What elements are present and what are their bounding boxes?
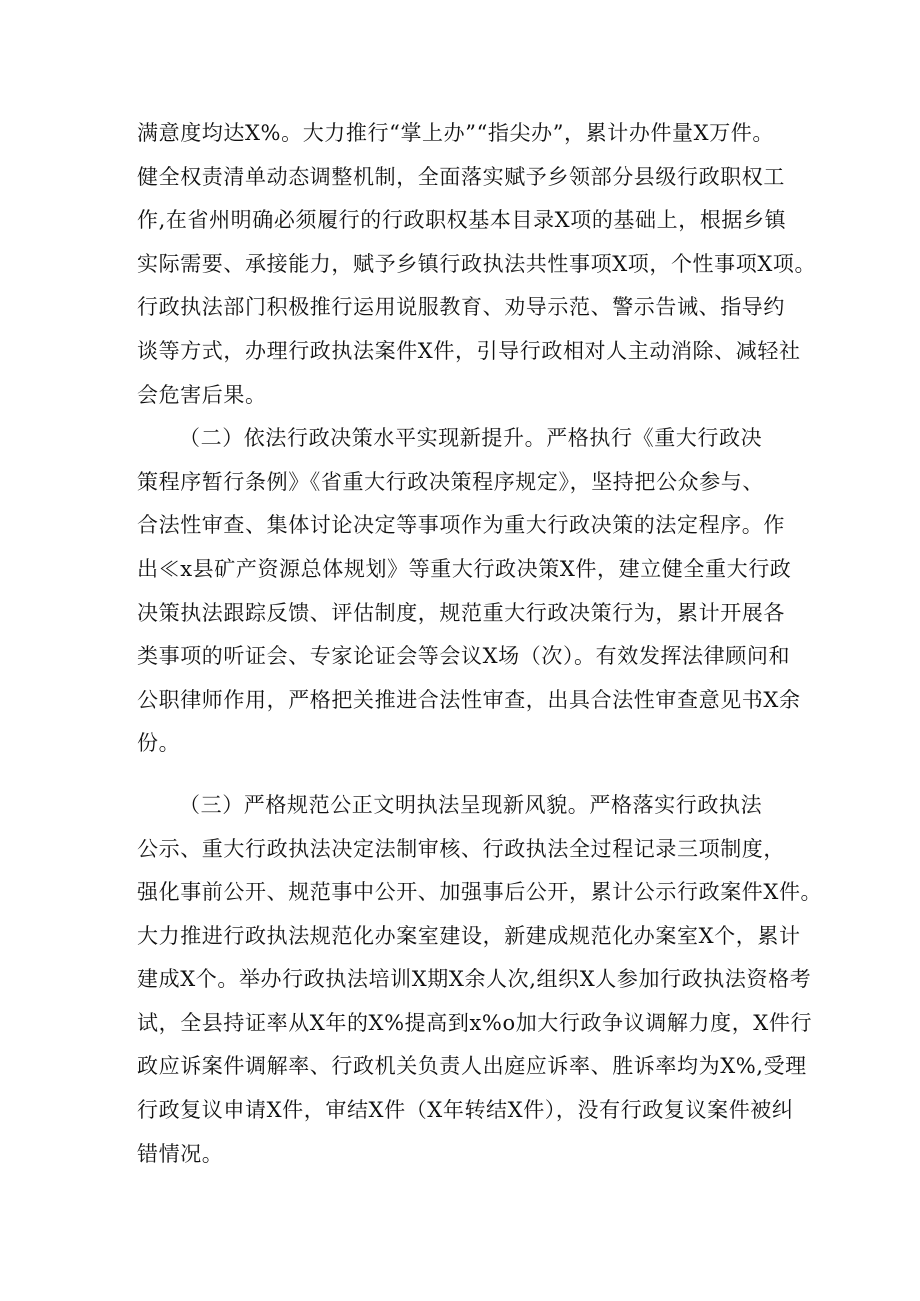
text-line: 强化事前公开、规范事中公开、加强事后公开，累计公示行政案件X件。	[137, 880, 823, 905]
text-line: 试，全县持证率从X年的X%提高到x%o加大行政争议调解力度，X件行	[137, 1010, 813, 1035]
text-line: 公示、重大行政执法决定法制审核、行政执法全过程记录三项制度，	[137, 836, 785, 861]
text-line: 会危害后果。	[137, 382, 267, 407]
paragraph-spacer	[137, 766, 797, 784]
text-line: 错情况。	[137, 1141, 224, 1166]
text-line: 合法性审查、集体讨论决定等事项作为重大行政决策的法定程序。作	[137, 513, 785, 538]
text-line: 作,在省州明确必须履行的行政职权基本目录X项的基础上，根据乡镇	[137, 208, 787, 233]
text-line: 行政复议申请X件，审结X件（X年转结X件），没有行政复议案件被纠	[137, 1098, 794, 1123]
paragraph-3	[137, 784, 823, 1176]
text-line: 实际需要、承接能力，赋予乡镇行政执法共性事项X项，个性事项X项。	[137, 251, 817, 276]
paragraph-2	[137, 417, 801, 766]
text-line: 健全权责清单动态调整机制，全面落实赋予乡领部分县级行政职权工	[137, 164, 785, 189]
text-line: 大力推进行政执法规范化办案室建设，新建成规范化办案室X个，累计	[137, 923, 801, 948]
document-body	[137, 112, 823, 1176]
text-line: 决策执法跟踪反馈、评估制度，规范重大行政决策行为，累计开展各	[137, 600, 785, 625]
text-line: 策程序暂行条例》《省重大行政决策程序规定》，坚持把公众参与、	[137, 469, 764, 494]
text-line: 谈等方式，办理行政执法案件X件，引导行政相对人主动消除、减轻社	[137, 338, 801, 363]
text-line: 行政执法部门积极推行运用说服教育、劝导示范、警示告诫、指导约	[137, 295, 785, 320]
text-line: 出≪x县矿产资源总体规划》等重大行政决策X件，建立健全重大行政	[137, 556, 792, 581]
text-line: 建成X个。举办行政执法培训X期X余人次,组织X人参加行政执法资格考	[137, 967, 812, 992]
text-line: 份。	[137, 731, 181, 756]
text-line: 满意度均达X%。大力推行“掌上办”“指尖办”，累计办件量X万件。	[137, 121, 774, 145]
paragraph-1	[137, 112, 817, 417]
text-line: 公职律师作用，严格把关推进合法性审查，出具合法性审查意见书X余	[137, 687, 801, 712]
section-heading-line: （二）依法行政决策水平实现新提升。严格执行《重大行政决	[179, 426, 763, 451]
text-line: 类事项的听证会、专家论证会等会议X场（次）。有效发挥法律顾问和	[137, 644, 791, 669]
section-heading-line: （三）严格规范公正文明执法呈现新风貌。严格落实行政执法	[179, 792, 763, 817]
text-line: 政应诉案件调解率、行政机关负责人出庭应诉率、胜诉率均为X%,受理	[137, 1054, 807, 1079]
